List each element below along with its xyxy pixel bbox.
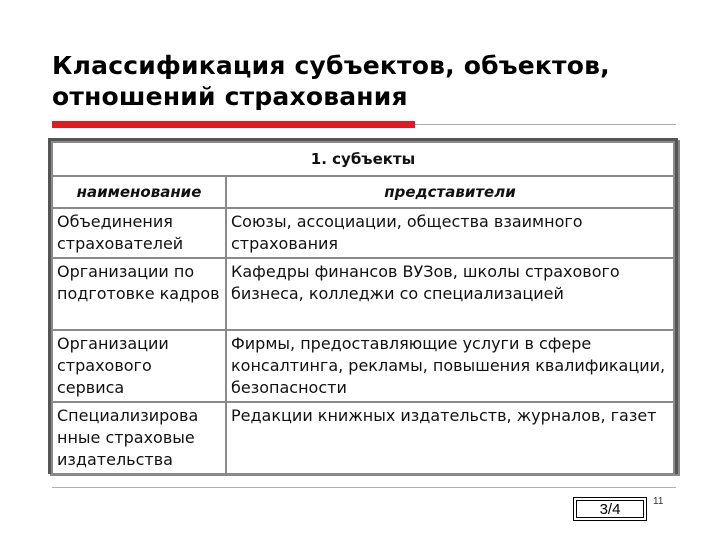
table-column-header-row — [53, 177, 673, 207]
title-accent-bar — [52, 121, 415, 128]
row-name-cell: Специализирова нные страховые издательства — [53, 403, 225, 473]
row-name-cell: Организации по подготовке кадров — [53, 259, 225, 329]
slide-title — [52, 50, 692, 112]
footer-divider-line — [52, 487, 676, 488]
row-name-cell: Организации страхового сервиса — [53, 331, 225, 401]
row-representatives-cell: Фирмы, предоставляющие услуги в сфере консалтинга, рекламы, повышения квалификации, безопасности — [227, 331, 673, 401]
subjects-table — [51, 141, 675, 475]
table-section-header: 1. субъекты — [53, 143, 673, 175]
slide-number: 11 — [653, 496, 664, 507]
row-representatives-cell: Редакции книжных издательств, журналов, газет — [227, 403, 673, 473]
slide-title-line-1: Классификация субъектов, объектов, — [52, 51, 610, 80]
page-indicator: 3/4 — [576, 500, 644, 518]
row-representatives-cell: Союзы, ассоциации, общества взаимного страхования — [227, 209, 673, 257]
row-name-cell: Объединения страхователей — [53, 209, 225, 257]
table-row — [53, 403, 673, 473]
slide-title-line-2: отношений страхования — [52, 82, 408, 111]
table-row — [53, 209, 673, 257]
table-row — [53, 259, 673, 329]
table-row — [53, 331, 673, 401]
column-header-name: наименование — [53, 177, 225, 207]
table-section-header-row — [53, 143, 673, 175]
column-header-representatives: представители — [227, 177, 673, 207]
row-representatives-cell: Кафедры финансов ВУЗов, школы страхового бизнеса, колледжи со специализацией — [227, 259, 673, 329]
page-indicator-box — [573, 497, 647, 521]
subjects-table-frame — [48, 138, 678, 474]
